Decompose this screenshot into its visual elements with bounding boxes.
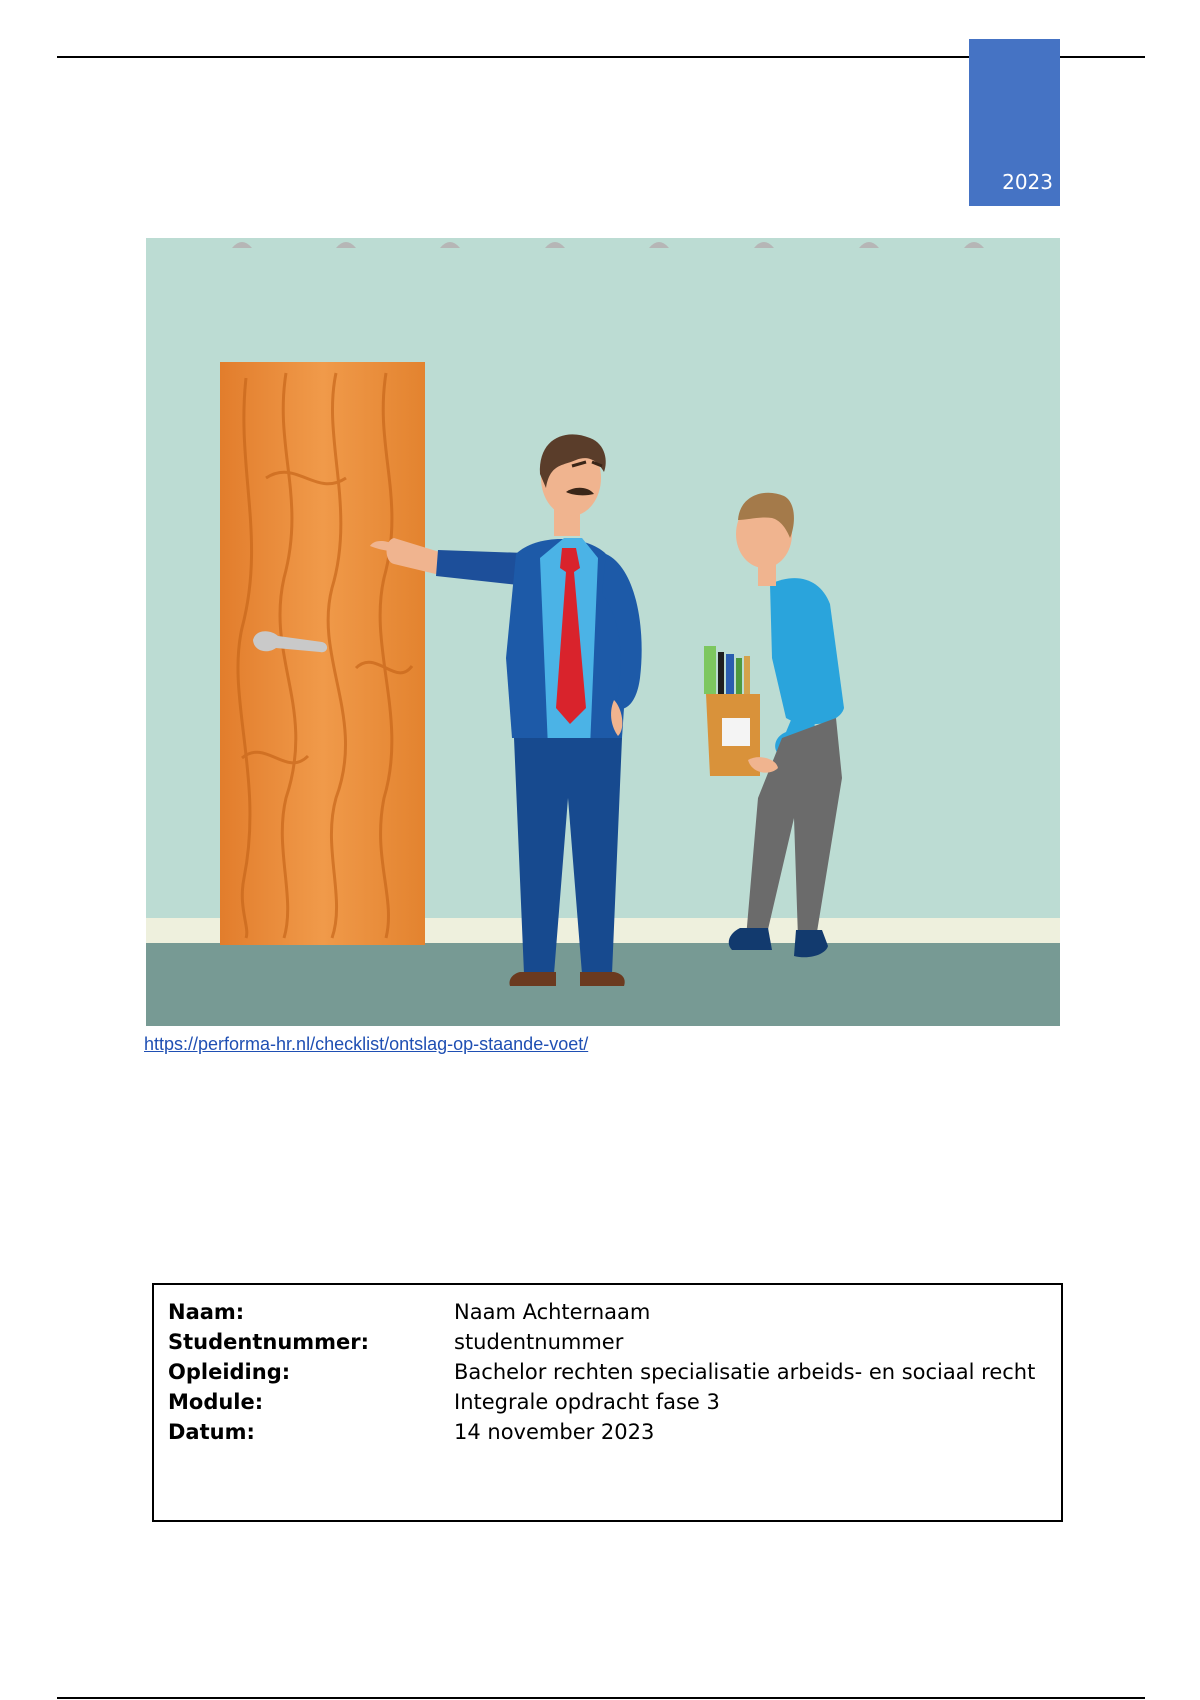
detail-value: 14 november 2023 (454, 1420, 655, 1444)
year-tab (969, 39, 1060, 206)
image-source-link[interactable]: https://performa-hr.nl/checklist/ontslag-op-staande-voet/ (144, 1034, 589, 1054)
door (220, 362, 425, 945)
detail-value: Integrale opdracht fase 3 (454, 1390, 720, 1414)
detail-label: Studentnummer: (168, 1330, 370, 1354)
detail-value: Naam Achternaam (454, 1300, 651, 1324)
detail-value: Bachelor rechten specialisatie arbeids- en sociaal recht (454, 1360, 1036, 1384)
detail-value: studentnummer (454, 1330, 624, 1354)
student-details-box (152, 1283, 1063, 1522)
detail-label: Naam: (168, 1300, 245, 1324)
detail-label: Datum: (168, 1420, 255, 1444)
year-label: 2023 (1002, 170, 1053, 194)
detail-label: Module: (168, 1390, 264, 1414)
dismissal-scene-illustration (146, 238, 1060, 1026)
footer-rule (57, 1697, 1145, 1699)
detail-label: Opleiding: (168, 1360, 291, 1384)
